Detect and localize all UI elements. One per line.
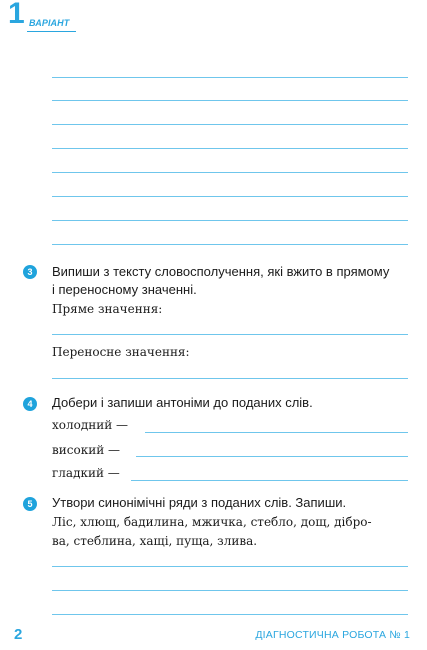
figurative-meaning-label: Переносне значення:: [52, 345, 190, 359]
antonym-word-3: гладкий —: [52, 466, 120, 480]
writing-line[interactable]: [52, 378, 408, 379]
writing-line[interactable]: [52, 220, 408, 221]
task-4-instruction: Добери і запиши антоніми до поданих слів.: [52, 395, 313, 410]
task-3-instruction-line1: Випиши з тексту словосполучення, які вжито в прямому: [52, 264, 390, 279]
page-number: 2: [14, 626, 23, 643]
antonym-word-2: високий —: [52, 443, 121, 457]
task-number-marker: 3: [23, 265, 37, 279]
writing-line[interactable]: [52, 334, 408, 335]
writing-line[interactable]: [52, 100, 408, 101]
writing-line[interactable]: [52, 148, 408, 149]
direct-meaning-label: Пряме значення:: [52, 302, 163, 316]
task-5-words-line1: Ліс, хлющ, бадилина, мжичка, стебло, дощ, дібро-: [52, 515, 372, 529]
writing-line[interactable]: [52, 590, 408, 591]
writing-line[interactable]: [52, 566, 408, 567]
antonym-word-1: холодний —: [52, 418, 129, 432]
antonym-answer-line[interactable]: [131, 480, 408, 481]
antonym-answer-line[interactable]: [136, 456, 408, 457]
writing-line[interactable]: [52, 124, 408, 125]
variant-label: ВАРІАНТ: [29, 18, 70, 28]
header-rule: [27, 31, 76, 32]
writing-line[interactable]: [52, 244, 408, 245]
task-3-instruction-line2: і переносному значенні.: [52, 282, 197, 297]
footer-title: ДІАГНОСТИЧНА РОБОТА № 1: [255, 629, 410, 641]
writing-line[interactable]: [52, 77, 408, 78]
writing-line[interactable]: [52, 614, 408, 615]
task-number-marker: 4: [23, 397, 37, 411]
antonym-answer-line[interactable]: [145, 432, 408, 433]
writing-line[interactable]: [52, 172, 408, 173]
task-5-words-line2: ва, стеблина, хащі, пуща, злива.: [52, 534, 258, 548]
task-number-marker: 5: [23, 497, 37, 511]
task-5-instruction: Утвори синонімічні ряди з поданих слів. Запиши.: [52, 495, 347, 510]
variant-number: 1: [8, 0, 25, 30]
writing-line[interactable]: [52, 196, 408, 197]
